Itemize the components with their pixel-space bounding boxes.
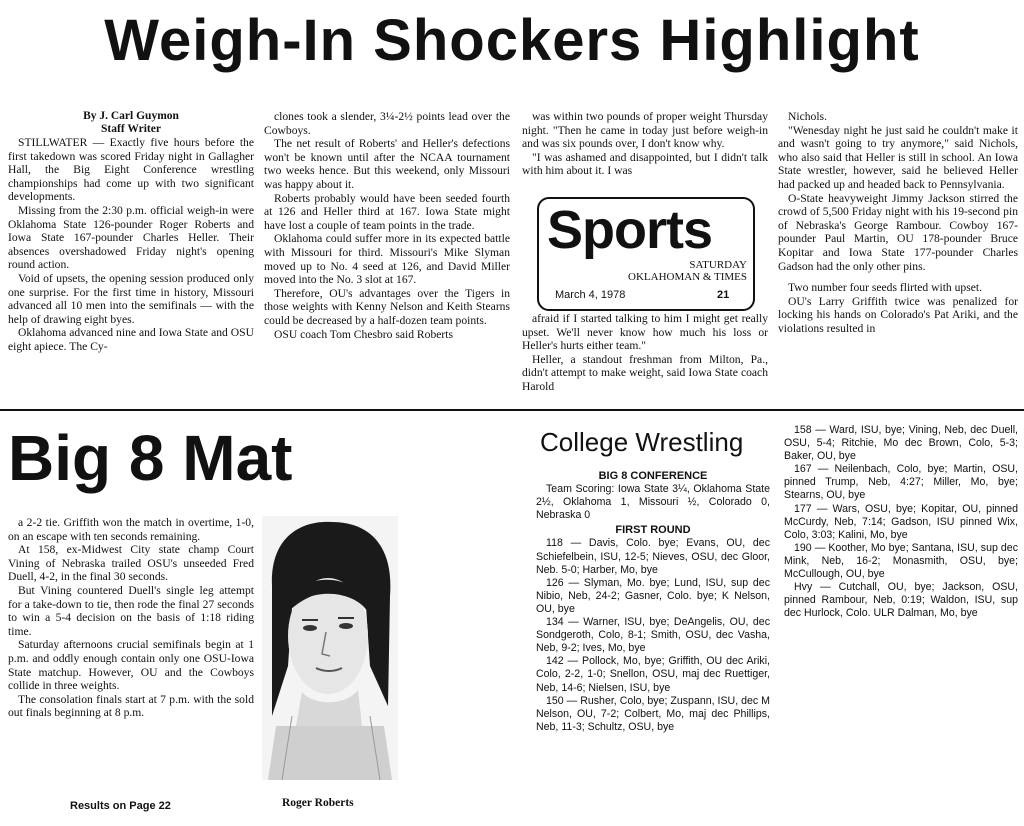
weight-class-result: 126 — Slyman, Mo. bye; Lund, ISU, sup dec Nibio, Neb, 24-2; Gasner, Colo. bye; K Nelson, OU, bye — [536, 576, 770, 615]
story-paragraph: OU's Larry Griffith twice was penalized for locking his hands on Colorado's Pat Ariki, and the violations resulted in — [778, 294, 1018, 335]
photo-caption: Roger Roberts — [282, 797, 354, 809]
weight-class-result: 177 — Wars, OSU, bye; Kopitar, OU, pinned McCurdy, Neb, 7:14; Gadson, ISU pinned Wix, Colo, 3:03; Kalini, Mo, bye — [784, 502, 1018, 541]
round-heading: FIRST ROUND — [615, 524, 691, 537]
results-column-2 — [784, 424, 1018, 714]
page-number: 21 — [717, 289, 730, 301]
story-paragraph: Oklahoma could suffer more in its expected battle with Missouri for third. Missouri's Mike Slyman moved up to No. 4 seed at 126, and David Miller moved into the No. 3 slot at 167. — [264, 232, 510, 287]
story-paragraph: The consolation finals start at 7 p.m. with the sold out finals beginning at 8 p.m. — [8, 692, 254, 720]
edition-day: SATURDAY — [689, 259, 747, 271]
weight-class-result: 134 — Warner, ISU, bye; DeAngelis, OU, dec Sondgeroth, Colo, 8-1; Smith, OSU, dec Vasha, Neb, 9-2; Ives, Mo, bye — [536, 616, 770, 655]
story-paragraph: Oklahoma advanced nine and Iowa State and OSU eight apiece. The Cy- — [8, 326, 254, 353]
story-paragraph: a 2-2 tie. Griffith won the match in overtime, 1-0, on an escape with ten seconds remaining. — [8, 516, 254, 543]
story-paragraph: Heller, a standout freshman from Milton, Pa., didn't attempt to make weight, said Iowa State coach Harold — [522, 352, 768, 393]
team-scoring: Team Scoring: Iowa State 3¼, Oklahoma State 2½, Oklahoma 1, Missouri ½, Colorado 0, Nebraska 0 — [536, 483, 770, 522]
story-paragraph: clones took a slender, 3¼-2½ points lead over the Cowboys. — [264, 110, 510, 137]
story-paragraph: STILLWATER — Exactly five hours before the first takedown was scored Friday night in Gallagher Hall, the Big Eight Conference wrestling championships had come up with two significant developments. — [8, 136, 254, 204]
story-bottom-column — [8, 516, 254, 796]
conference-heading: BIG 8 CONFERENCE — [598, 470, 708, 482]
weight-class-result: 190 — Koother, Mo bye; Santana, ISU, sup dec Mink, Neb, 16-2; Monasmith, OSU, bye; McCullough, OU, bye — [784, 541, 1018, 581]
headline: Weigh-In Shockers Highlight — [104, 8, 920, 73]
story-paragraph: OSU coach Tom Chesbro said Roberts — [274, 327, 453, 341]
story-paragraph: Missing from the 2:30 p.m. official weigh-in were Oklahoma State 126-pounder Roger Roberts and Iowa State 167-pounder Charles Heller. Their absences overshadowed Friday night's opening round action. — [8, 203, 254, 272]
edition-paper: OKLAHOMAN & TIMES — [628, 271, 747, 283]
section-divider — [0, 409, 1024, 411]
story-paragraph: Therefore, OU's advantages over the Tigers in those weights with Kenny Nelson and Keith Stearns could be decreased by a half-dozen team points. — [264, 286, 510, 327]
weight-class-result: 150 — Rusher, Colo, bye; Zuspann, ISU, dec M Nelson, OU, 7-2; Colbert, Mo, maj dec Phillips, Neb, 11-3; Schultz, OSU, bye — [536, 694, 770, 733]
byline-author: By J. Carl Guymon — [83, 110, 179, 122]
results-reference: Results on Page 22 — [70, 800, 171, 812]
weight-class-result: 167 — Neilenbach, Colo, bye; Martin, OSU, pinned Trump, Neb, 4:27; Miller, Mo, bye; Stearns, OU, bye — [784, 463, 1018, 502]
story-paragraph: afraid if I started talking to him I might get really upset. We'll never know how much his loss or Heller's hurts either team." — [522, 312, 768, 353]
story-column-3-top — [522, 110, 768, 192]
weight-class-result: Hvy — Cutchall, OU, bye; Jackson, OSU, pinned Rambour, Neb, 0:19; Waldon, ISU, sup dec Hurlock, Colo. ULR Dalman, Mo, bye — [784, 581, 1018, 620]
story-column-4 — [778, 110, 1018, 406]
story-column-2 — [264, 110, 510, 406]
story-paragraph: But Vining countered Duell's single leg attempt for a take-down to tie, then rode the final 27 seconds to win a 5-4 decision on the basis of 1:18 riding time. — [8, 583, 254, 638]
story-paragraph: "I was ashamed and disappointed, but I didn't talk with him about it. I was — [522, 150, 768, 178]
story-paragraph: At 158, ex-Midwest City state champ Court Vining of Nebraska trailed OSU's unseeded Fred Duell, 4-2, in the final 30 seconds. — [8, 543, 254, 584]
sports-section-flag — [537, 197, 755, 311]
story-paragraph: Saturday afternoons crucial semifinals begin at 1 p.m. and oddly enough contain only one OSU-Iowa State matchup. However, OU and the Cowboys collide in three weights. — [8, 638, 254, 693]
edition-label — [623, 259, 747, 283]
story-column-1 — [8, 110, 254, 406]
weight-class-result: 118 — Davis, Colo. bye; Evans, OU, dec Schiefelbein, ISU, 12-5; Nieves, OSU, dec Gloor, Neb. 5-0; Harber, Mo, bye — [536, 537, 770, 576]
results-column-1 — [536, 470, 770, 824]
weight-class-result: 142 — Pollock, Mo, bye; Griffith, OU dec Ariki, Colo, 2-2, 1-0; Snellon, OSU, maj dec Ruettiger, Neb, 14-6; Nielsen, ISU, bye — [536, 655, 770, 694]
byline-role: Staff Writer — [101, 123, 161, 135]
weight-class-result: 158 — Ward, ISU, bye; Vining, Neb, dec Duell, OSU, 5-4; Ritchie, Mo dec Brown, Colo, 5-3; Baker, OU, bye — [784, 424, 1018, 463]
section-title: Big 8 Mat — [8, 422, 293, 494]
story-paragraph: was within two pounds of proper weight Thursday night. "Then he came in today just before weigh-in and was six pounds over, I don't know why. — [522, 110, 768, 151]
story-paragraph: O-State heavyweight Jimmy Jackson stirred the crowd of 5,500 Friday night with his 19-second pin of Nebraska's George Rambour. Cowboy 167-pounder Paul Martin, OU 178-pounder Bruce Kopitar and Iowa State 177-pounder Charles Gadson had the only other pins. — [778, 191, 1018, 273]
story-paragraph: Two number four seeds flirted with upset. — [788, 281, 982, 295]
story-column-3-bottom — [522, 312, 768, 406]
results-title: College Wrestling — [540, 427, 744, 457]
wrestler-portrait-photo — [262, 516, 398, 780]
sports-wordmark: Sports — [547, 200, 713, 260]
story-paragraph: The net result of Roberts' and Heller's defections won't be known until after the NCAA tournament two weeks hence. But this weekend, only Missouri was happy about it. — [264, 137, 510, 191]
story-paragraph: Nichols. — [788, 110, 827, 123]
edition-date: March 4, 1978 — [555, 289, 626, 301]
story-paragraph: Roberts probably would have been seeded fourth at 126 and Heller third at 167. Iowa State might have lost a couple of team points in the trade. — [264, 191, 510, 232]
story-paragraph: Void of upsets, the opening session produced only one surprise. For the first time in history, Missouri advanced all 10 men into the semifinals — with the help of drawing eight byes. — [8, 271, 254, 326]
story-paragraph: "Wenesday night he just said he couldn't make it and wasn't going to try anymore," said Nichols, who also said that Heller is still in school. An Iowa State wrestler, however, said he believed Heller had packed up and headed back to Pennsylvania. — [778, 123, 1018, 191]
